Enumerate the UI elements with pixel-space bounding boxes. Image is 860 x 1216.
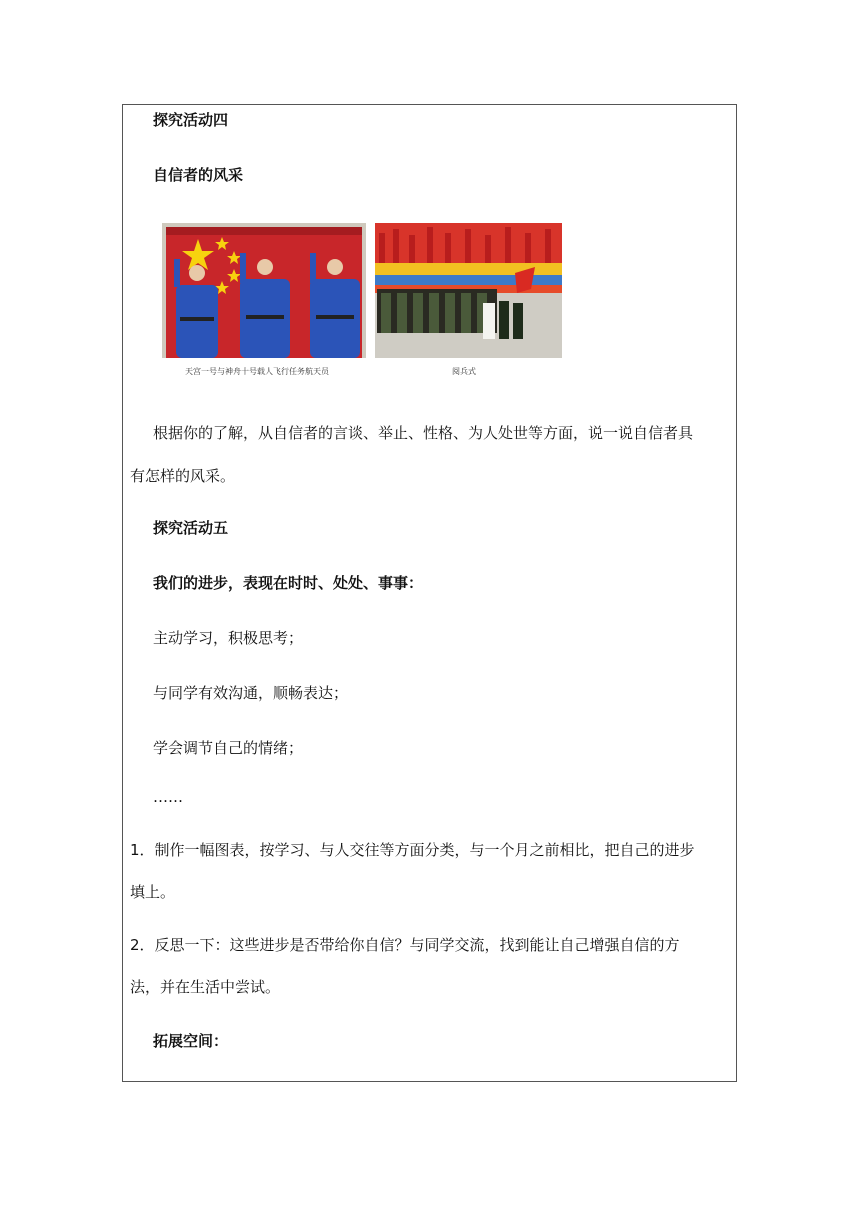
activity-five-heading: 探究活动五 [153,519,229,537]
task-2-line-2: 法，并在生活中尝试。 [130,978,281,996]
progress-intro: 我们的进步，表现在时时、处处、事事： [153,574,424,592]
progress-item: 主动学习，积极思考； [153,629,304,647]
parade-caption: 阅兵式 [452,367,476,376]
activity-four-heading: 探究活动四 [153,111,229,129]
task-1-line-1: 1．制作一幅图表，按学习、与人交往等方面分类，与一个月之前相比，把自己的进步 [130,841,695,859]
astronauts-photo [162,223,366,358]
military-parade-photo [375,223,562,358]
progress-item: 学会调节自己的情绪； [153,739,304,757]
extension-heading: 拓展空间： [153,1032,229,1050]
progress-item: 与同学有效沟通，顺畅表达； [153,684,349,702]
task-2-line-1: 2．反思一下：这些进步是否带给你自信？与同学交流，找到能让自己增强自信的方 [130,936,680,954]
question-line-2: 有怎样的风采。 [130,467,236,485]
task-1-line-2: 填上。 [130,883,176,901]
progress-item-ellipsis: …… [153,788,183,806]
question-line-1: 根据你的了解，从自信者的言谈、举止、性格、为人处世等方面，说一说自信者具 [153,424,694,442]
confident-people-heading: 自信者的风采 [153,166,244,184]
astronauts-caption: 天宫一号与神舟十号载人飞行任务航天员 [185,367,329,376]
